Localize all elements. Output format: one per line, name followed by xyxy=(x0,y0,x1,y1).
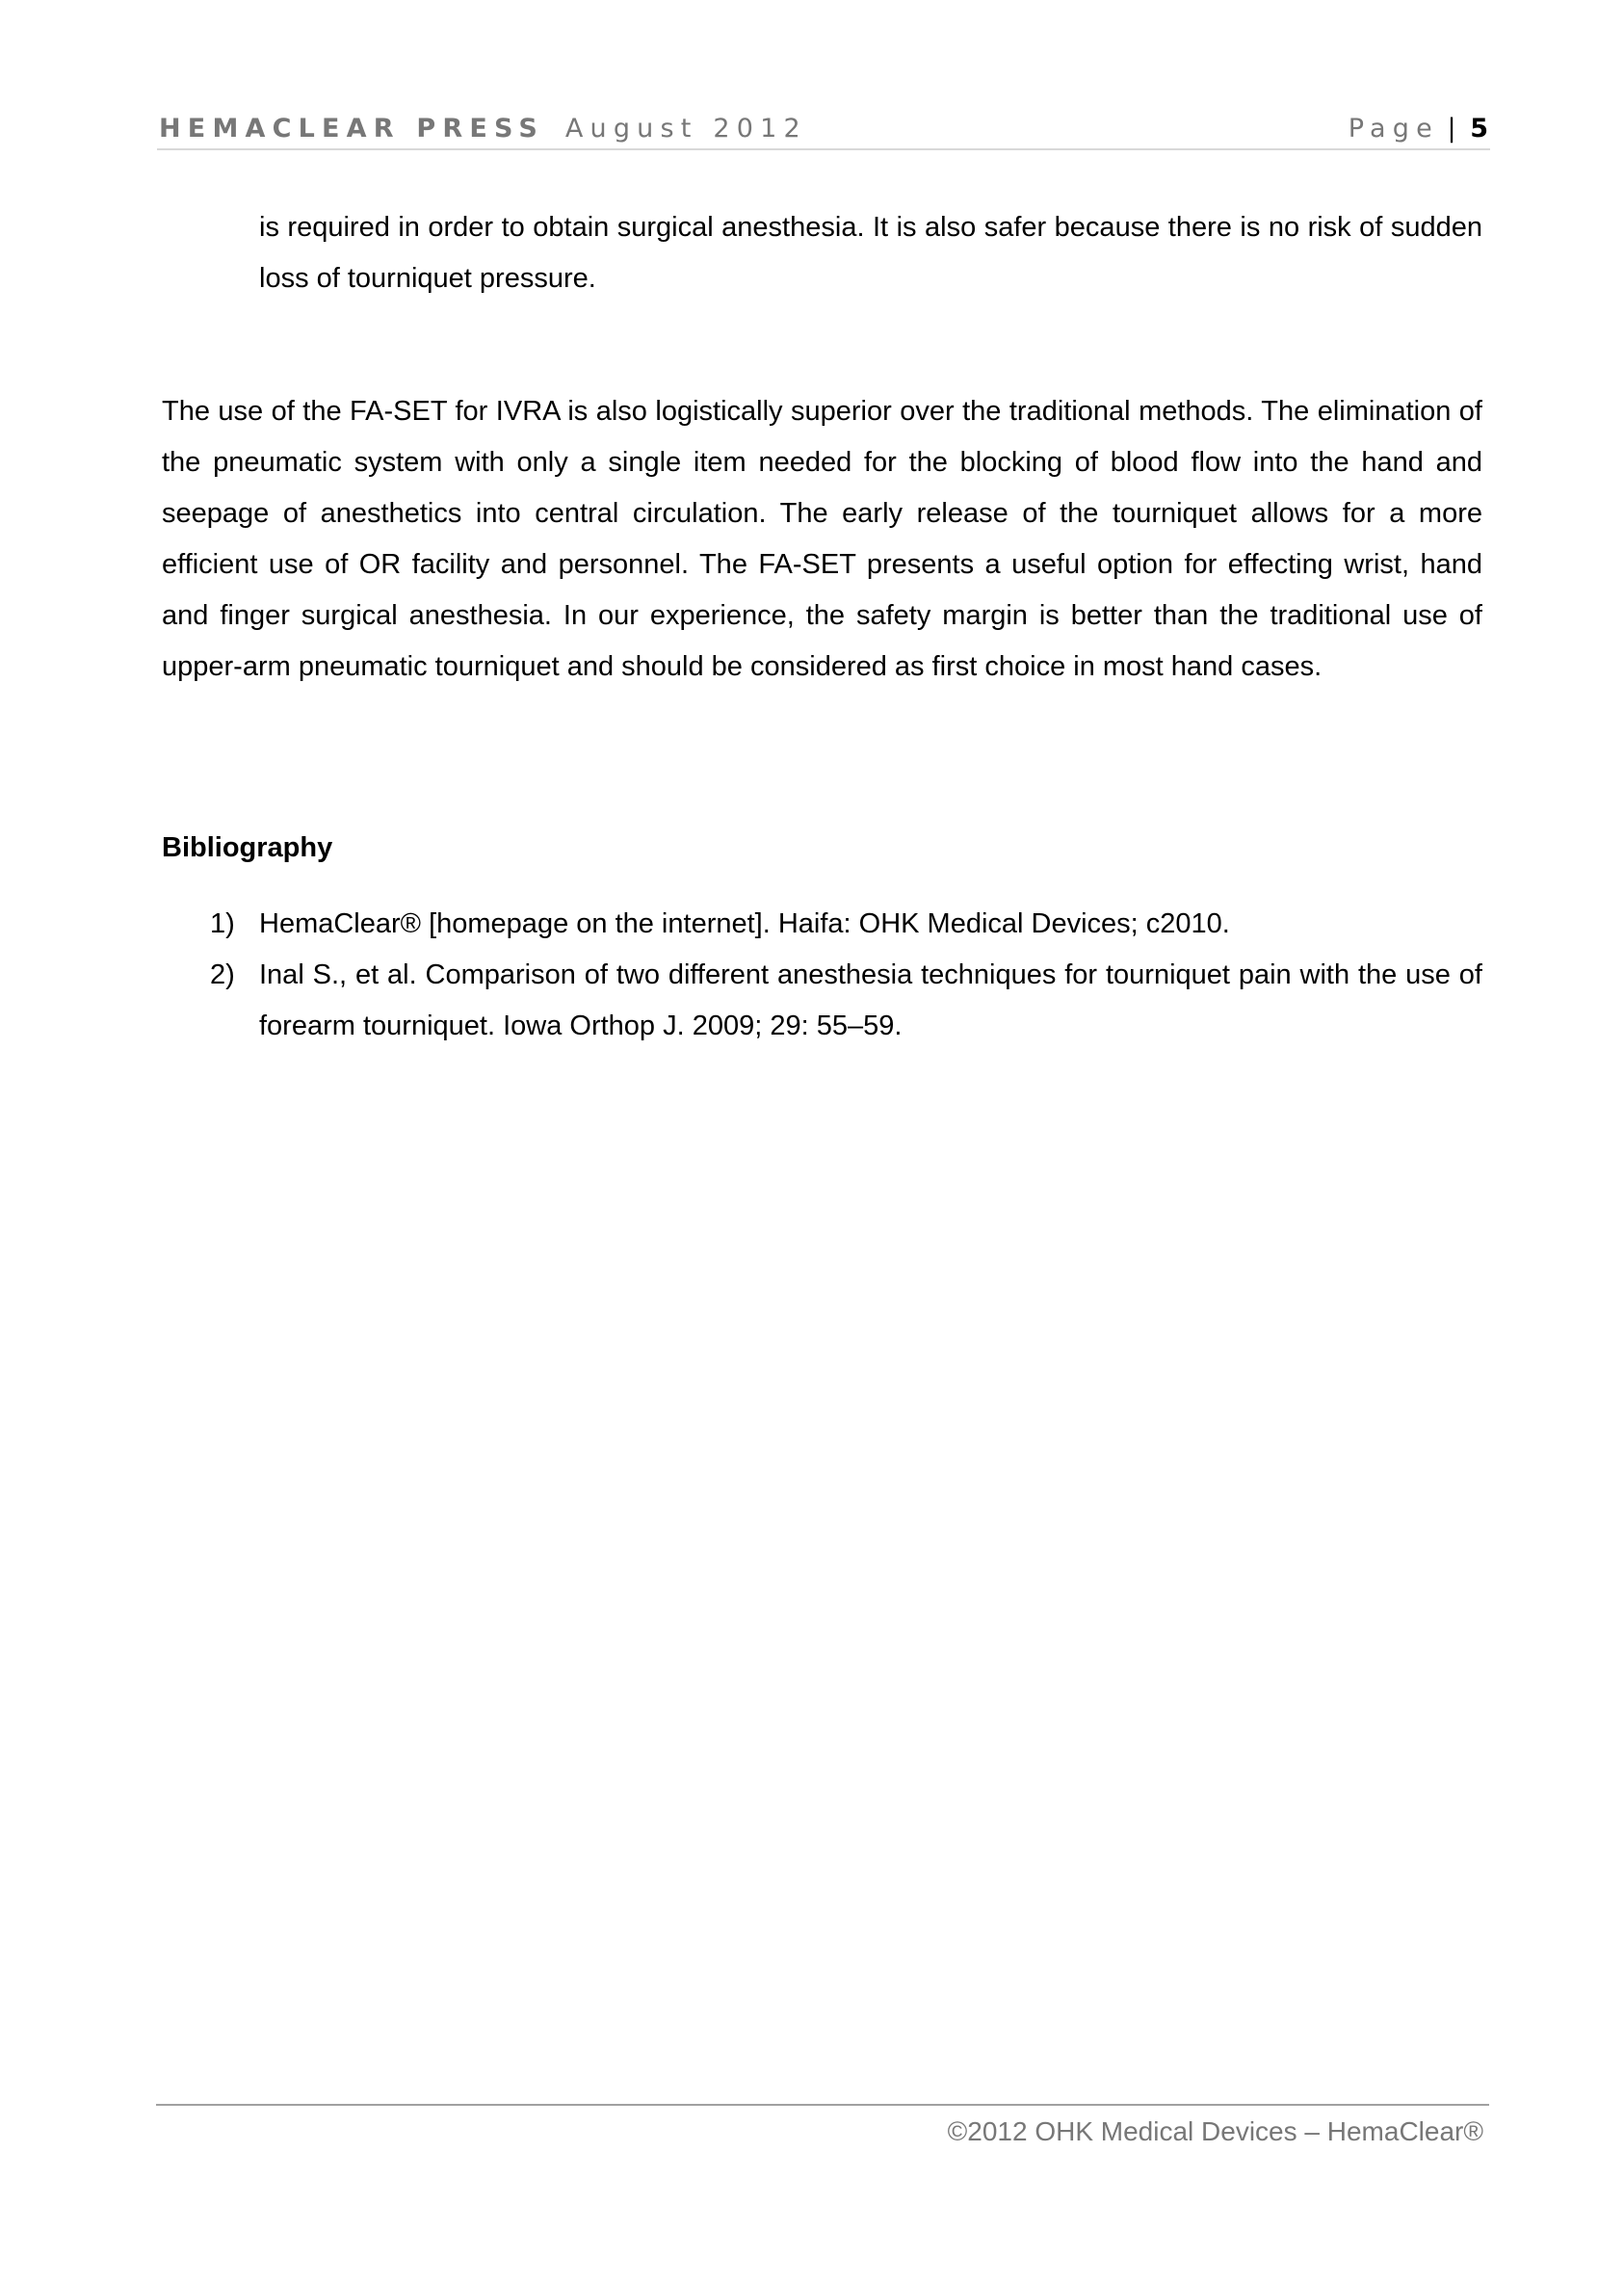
footer-copyright: ©2012 OHK Medical Devices – HemaClear® xyxy=(947,2116,1483,2146)
bibliography-item-text: HemaClear® [homepage on the internet]. Haifa: OHK Medical Devices; c2010. xyxy=(259,908,1230,939)
publication-name: HEMACLEAR PRESS xyxy=(159,114,545,144)
bibliography-item xyxy=(162,950,1482,1052)
publication-date: August 2012 xyxy=(564,114,807,144)
bibliography-list xyxy=(162,899,1482,1052)
page-number: 5 xyxy=(1470,114,1488,144)
page-separator: | xyxy=(1447,114,1456,144)
bibliography-item xyxy=(162,899,1482,950)
header-publication xyxy=(159,114,807,144)
bibliography-item-number: 1) xyxy=(210,908,235,939)
header-divider xyxy=(157,148,1490,150)
footer-divider xyxy=(156,2104,1489,2106)
page-label: Page xyxy=(1348,114,1439,144)
page-header xyxy=(159,108,1488,148)
page-indicator xyxy=(1349,114,1488,144)
continued-paragraph: is required in order to obtain surgical anesthesia. It is also safer because there is no risk of sudden loss of tourniquet pressure. xyxy=(259,212,1482,294)
bibliography-item-text: Inal S., et al. Comparison of two different anesthesia techniques for tourniquet pain with the use of forearm tourniquet. Iowa Orthop J. 2009; 29: 55–59. xyxy=(259,959,1482,1041)
bibliography-heading: Bibliography xyxy=(162,832,333,863)
main-paragraph: The use of the FA-SET for IVRA is also logistically superior over the traditional methods. The elimination of the pneumatic system with only a single item needed for the blocking of blood flow into the hand and seepage of anesthetics into central circulation. The early release of the tourniquet allows for a more efficient use of OR facility and personnel. The FA-SET presents a useful option for effecting wrist, hand and finger surgical anesthesia. In our experience, the safety margin is better than the traditional use of upper-arm pneumatic tourniquet and should be considered as first choice in most hand cases. xyxy=(162,396,1482,682)
bibliography-item-number: 2) xyxy=(210,959,235,990)
